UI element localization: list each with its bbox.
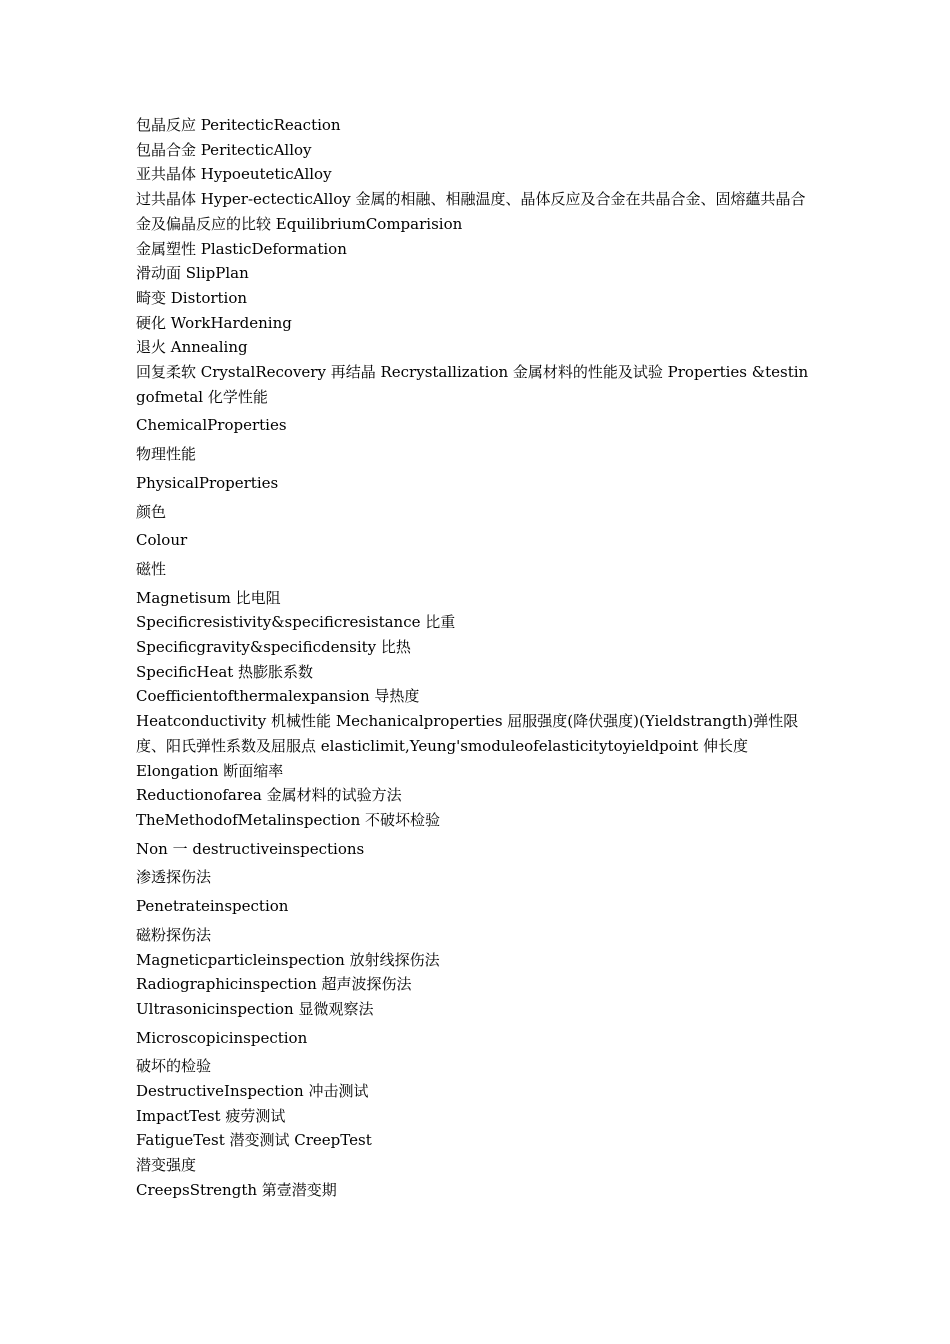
text-line: 包晶反应 PeritecticReaction xyxy=(136,116,341,134)
text-line: PhysicalProperties xyxy=(136,473,279,492)
text-line: 畸变 Distortion xyxy=(136,288,248,307)
text-line: 磁粉探伤法 xyxy=(136,925,212,944)
text-line: 物理性能 xyxy=(136,445,197,464)
text-line: 滑动面 SlipPlan xyxy=(136,264,249,283)
text-line: Coefficientofthermalexpansion 导热度 xyxy=(136,687,420,706)
text-line: 破坏的检验 xyxy=(136,1057,212,1076)
text-line: Elongation 断面缩率 xyxy=(136,761,284,780)
text-line: TheMethodofMetalinspection 不破坏检验 xyxy=(136,810,441,829)
text-line: Non 一 destructiveinspections xyxy=(136,839,365,858)
text-line: Microscopicinspection xyxy=(136,1028,308,1047)
text-line: 过共晶体 Hyper-ectecticAlloy 金属的相融、相融温度、晶体反应及合金在共晶合金、固熔蘊共晶合金及偏晶反应的比较 EquilibriumComparision xyxy=(136,190,806,233)
text-line: Specificgravity&specificdensity 比热 xyxy=(136,638,411,657)
text-line: Magnetisum 比电阻 xyxy=(136,588,281,607)
text-line: Penetrateinspection xyxy=(136,897,289,916)
text-line: 回复柔软 CrystalRecovery 再结晶 Recrystallization 金属材料的性能及试验 Properties &testingofmetal 化学性能 xyxy=(136,363,809,406)
text-line: Reductionofarea 金属材料的试验方法 xyxy=(136,786,402,805)
text-line: 颜色 xyxy=(136,502,167,521)
text-line: ImpactTest 疲劳测试 xyxy=(136,1106,286,1125)
text-line: 硬化 WorkHardening xyxy=(136,313,292,332)
text-line: Ultrasonicinspection 显微观察法 xyxy=(136,999,374,1018)
text-line: CreepsStrength 第壹潜变期 xyxy=(136,1180,337,1199)
text-line: FatigueTest 潜变测试 CreepTest xyxy=(136,1131,372,1150)
text-line: Heatconductivity 机械性能 Mechanicalproperties 屈服强度(降伏强度)(Yieldstrangth)弹性限度、阳氏弹性系数及屈服点 elasticlimit,Yeung'smoduleofelasticitytoyieldpoint 伸长度 xyxy=(136,712,799,755)
text-line: Radiographicinspection 超声波探伤法 xyxy=(136,975,412,994)
text-line: Colour xyxy=(136,531,188,550)
text-line: Magneticparticleinspection 放射线探伤法 xyxy=(136,950,440,969)
text-line: 包晶合金 PeritecticAlloy xyxy=(136,140,312,159)
text-line: 退火 Annealing xyxy=(136,338,248,357)
text-line: 金属塑性 PlasticDeformation xyxy=(136,239,347,258)
glossary-text xyxy=(136,113,816,1203)
text-line: 渗透探伤法 xyxy=(136,868,212,887)
text-line: SpecificHeat 热膨胀系数 xyxy=(136,662,314,681)
text-line: 亚共晶体 HypoeuteticAlloy xyxy=(136,165,332,184)
text-line: DestructiveInspection 冲击测试 xyxy=(136,1082,369,1101)
text-line: ChemicalProperties xyxy=(136,416,287,435)
text-line: 磁性 xyxy=(136,559,167,578)
text-line: 潜变强度 xyxy=(136,1156,197,1175)
text-line: Specificresistivity&specificresistance 比重 xyxy=(136,613,456,632)
